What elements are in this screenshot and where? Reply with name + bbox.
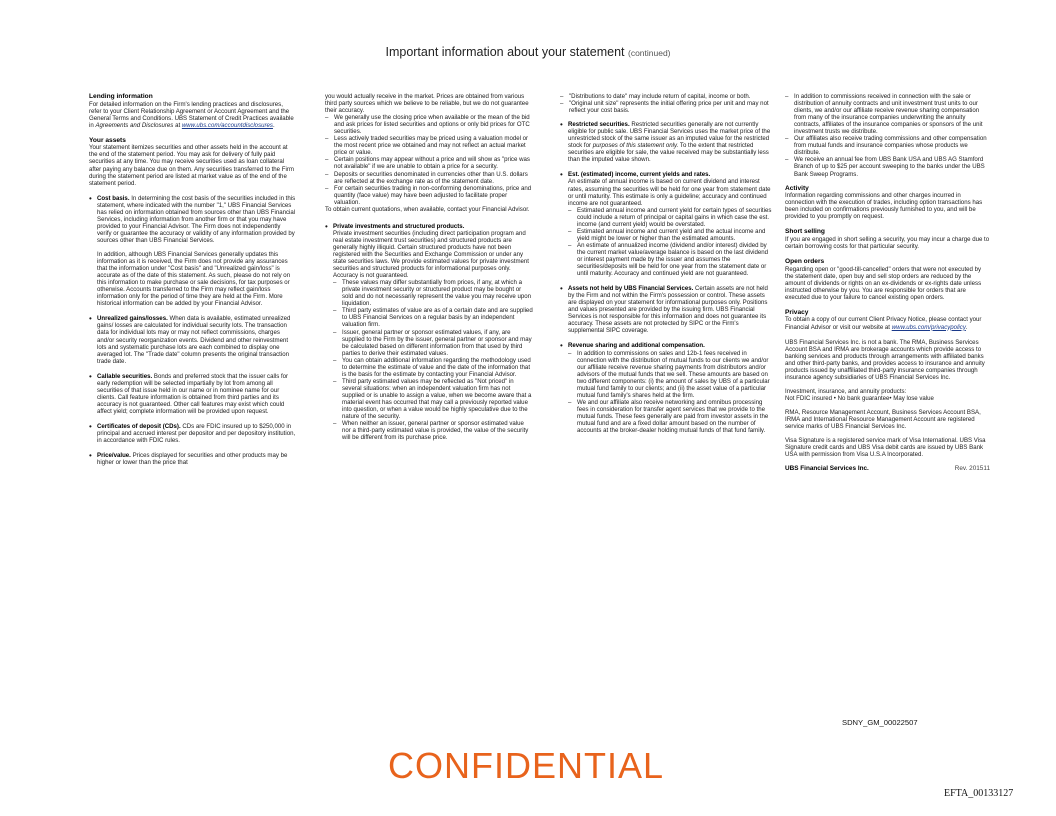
products-line-2: Not FDIC insured • No bank guarantee• May lose value	[785, 394, 934, 402]
heading-lending: Lending information	[89, 93, 153, 100]
heading-activity: Activity	[785, 184, 809, 192]
bullet-unrealized: • Unrealized gains/losses. When data is available, estimated unrealized gains/ losses are calculated for individual security lots. The transaction data for individual lots may or may not reflect commissions, charges and/or security reorganization events. Dividend and other reinvestment lots and systematic purchase lots are each combined to display one averaged lot. The "Trade date" column presents the original transaction trade date.	[89, 315, 296, 364]
bullet-price-value: • Price/value. Prices displayed for securities and other products may be higher or lower than the price that	[89, 452, 296, 466]
lending-body: For detailed information on the Firm's lending practices and disclosures, refer to your Client Relationship Agreement or Account Agreement and the General Terms and Conditions. UBS Statement of Credit Practices available in Agreements and Disclosures at www.ubs.com/accountdisclosures.	[89, 100, 294, 129]
dash-item: – In addition to commissions received in connection with the sale or distribution of annuity contracts and unit investment trust units to our clients, we and/or our affiliate receive revenue sharing compensation from many of the insurance companies underwriting the annuity contracts, affiliates of the insurance companies or sponsors of the unit investment trusts we distribute.	[785, 93, 990, 135]
dash-item: – Deposits or securities denominated in currencies other than U.S. dollars are reflected at the exchange rate as of the statement date.	[325, 171, 533, 185]
section-lending	[89, 93, 296, 129]
footer-revision: Rev. 201511	[954, 465, 990, 473]
column-3	[560, 93, 772, 442]
bullet-est-income: • Est. (estimated) income, current yields and rates. An estimate of annual income is based on current dividend and interest rates, assuming the securities will be held for one year from statement date or until maturity. This estimate is only a guideline; accuracy and continued income are not guaranteed. – Estimated annual income and current yield for certain types of securities could include a return of principal or capital gains in which case the est. income (and current yield) would be overstated. – Estimated annual income and current yield and the actual income and yield might be lower or higher than the estimated amounts. – An estimate of annualized income (dividend and/or interest) divided by the current market value/average balance is based on the last dividend or interest payment made by the issuer and assumes the securities/deposits will be held for one year from the statement date or until maturity. Accuracy and continued yield are not guaranteed.	[560, 171, 772, 277]
dash-item: – We receive an annual fee from UBS Bank USA and UBS AG Stamford Branch of up to $25 per account sweeping to the banks under the UBS Bank Sweep Programs.	[785, 156, 990, 177]
dash-item: – You can obtain additional information regarding the methodology used to determine the estimate of value and the date of the information that is the basis for the estimate by contacting your Financial Advisor.	[333, 357, 533, 378]
dash-item: – Issuer, general partner or sponsor estimated values, if any, are supplied to the Firm by the issuer, general partner or sponsor and may be calculated based on different information from that used by third parties to derive their estimated values.	[333, 329, 533, 357]
dash-item: – "Distributions to date" may include return of capital, income or both.	[560, 93, 772, 100]
visa-notice: Visa Signature is a registered service mark of Visa International. UBS Visa Signature credit cards and UBS Visa debit cards are issued by UBS Bank USA with permission from Visa U.S.A Incorporated.	[785, 437, 986, 459]
dash-item: – Third party estimated values may be reflected as "Not priced" in several situations: when an independent valuation firm has not supplied or is unable to assign a value, when we become aware that a material event has occurred that may call a previously reported value into question, or when a value would be highly speculative due to the nature of the security.	[333, 378, 533, 420]
heading-your-assets: Your assets	[89, 136, 126, 144]
short-selling-body: If you are engaged in short selling a security, you may incur a charge due to certain borrowing costs for that particular security.	[785, 235, 990, 250]
section-short-selling	[785, 228, 990, 250]
dash-item: – An estimate of annualized income (dividend and/or interest) divided by the current market value/average balance is based on the last dividend or interest payment made by the issuer and assumes the securities/deposits will be held for one year from the statement date or until maturity. Accuracy and continued yield are not guaranteed.	[568, 242, 772, 277]
private-body: Private investment securities (including direct participation program and real estate investment trust securities) and structured products are generally highly illiquid. Certain structured products have not been registered with the Securities and Exchange Commission or under any state securities laws. We provide estimated values for private investment securities and structured products for informational purposes only. Accuracy is not guaranteed.	[333, 229, 529, 280]
not-a-bank-notice: UBS Financial Services Inc. is not a bank. The RMA, Business Services Account BSA and IRMA are brokerage accounts which provide access to banking services and products through arrangements with affiliated banks and other third-party banks, and provides access to insurance and annuity products issued by unaffiliated third-party insurance companies through insurance agency subsidiaries of UBS Financial Services Inc.	[785, 338, 985, 381]
confidential-stamp: CONFIDENTIAL	[388, 745, 665, 786]
column-2	[325, 93, 533, 449]
open-orders-body: Regarding open or "good-till-cancelled" orders that were not executed by the statement date, open buy and sell stop orders are reduced by the amount of dividends or rights on an ex-dividends or ex-rights date unless instructed otherwise by you. You are responsible for orders that are executed due to your failure to cancel existing open orders.	[785, 265, 982, 301]
bullet-restricted: • Restricted securities. Restricted securities generally are not currently eligible for public sale. UBS Financial Services uses the market price of the unrestricted stock of the same issuer as an imputed value for the restricted stock for purposes of this statement only. To the extent that restricted securities are eligible for sale, the value received may be substantially less than the imputed value shown.	[560, 121, 772, 163]
products-line-1: Investment, insurance, and annuity products:	[785, 387, 907, 395]
title-text: Important information about your statement	[385, 45, 625, 59]
bullet-not-held: • Assets not held by UBS Financial Services. Certain assets are not held by the Firm and not within the Firm's possession or control. These assets are displayed on your statement for informational purposes only. Positions and values presented are provided by the issuing firm. UBS Financial Services is not responsible for this information and does not guarantee its accuracy. These assets are not protected by SIPC or the Firm's supplemental SIPC coverage.	[560, 285, 772, 334]
page-title	[0, 45, 1056, 59]
dash-item: – In addition to commissions on sales and 12b-1 fees received in connection with the distribution of mutual funds to our clients we and/or our affiliate receive revenue sharing payments from distributors and/or advisors of the mutual funds that we sell. These amounts are based on two different components: (i) the amount of sales by UBS of a particular mutual fund family to our clients; and (ii) the asset value of a particular mutual fund family's shares held at the firm.	[568, 350, 772, 399]
section-open-orders	[785, 258, 990, 301]
bullet-callable: • Callable securities. Bonds and preferred stock that the issuer calls for early redemption will be selected impartially by lot from among all securities of that issue held in our name or in nominee name for our clients. Call feature information is obtained from third parties and its accuracy is not guaranteed. Other call features may exist which could affect yield; complete information will be provided upon request.	[89, 373, 296, 415]
dash-item: – We generally use the closing price when available or the mean of the bid and ask prices for listed securities and options or only bid prices for OTC securities.	[325, 114, 533, 135]
section-activity	[785, 185, 990, 221]
price-dash-list	[325, 114, 533, 206]
dash-item: – For certain securities trading in non-conforming denominations, price and quantity (face value) may have been adjusted to facilitate proper valuation.	[325, 185, 533, 206]
dash-item: – These values may differ substantially from prices, if any, at which a private investment security or structured product may be bought or sold and do not necessarily represent the value you may receive upon liquidation.	[333, 279, 533, 307]
bullet-cost-basis: • Cost basis. In determining the cost basis of the securities included in this statement, where indicated with the number "1," UBS Financial Services has relied on information obtained from sources other than UBS Financial Services, including information from another firm or that you may have provided to your Financial Advisor. The Firm does not independently verify or guarantee the accuracy or validity of any information provided by sources other than UBS Financial Services. In addition, although UBS Financial Services generally updates this information as it is received, the Firm does not provide any assurances that the information under "Cost basis" and "Unrealized gain/loss" is accurate as of the date of this statement. As such, please do not rely on this information to make purchase or sale decisions, for tax purposes or otherwise. Accounts transferred to the Firm may reflect gain/loss information only for the period of time they are held at the Firm. More historical information can be added by your Financial Advisor.	[89, 195, 296, 308]
compensation-dash-list	[785, 93, 990, 178]
service-marks-notice: RMA, Resource Management Account, Business Services Account BSA, IRMA and International Resource Management Account are registered service marks of UBS Financial Services Inc.	[785, 408, 981, 431]
dash-item: – We and our affiliate also receive networking and omnibus processing fees in consideration for transfer agent services that we provide to the mutual funds. These fees generally are paid from investor assets in the mutual fund and are a fixed dollar amount based on the number of accounts at the broker-dealer holding mutual funds of that fund family.	[568, 399, 772, 434]
footer-line	[785, 465, 990, 472]
dash-item: – Estimated annual income and current yield and the actual income and yield might be lower or higher than the estimated amounts.	[568, 228, 772, 242]
cost-basis-para-2: In addition, although UBS Financial Services generally updates this information as it is received, the Firm does not provide any assurances that the information under "Cost basis" and "Unrealized gain/loss" is accurate as of the date of this statement. As such, please do not rely on this information to make purchase or sale decisions, for tax purposes or otherwise. Accounts transferred to the Firm may reflect gain/loss information only for the period of time they are held at the Firm. More historical information can be added by your Financial Advisor.	[97, 250, 291, 308]
dash-item: – Third party estimates of value are as of a certain date and are supplied to UBS Financial Services on a regular basis by an independent valuation firm.	[333, 307, 533, 328]
footer-company: UBS Financial Services Inc.	[785, 465, 869, 473]
dash-item: – When neither an issuer, general partner or sponsor estimated value nor a third-party estimated value is provided, the value of the security will be different from its purchase price.	[333, 420, 533, 441]
link-account-disclosures[interactable]: www.ubs.com/accountdisclosures	[181, 121, 273, 129]
heading-open-orders: Open orders	[785, 258, 825, 266]
heading-privacy: Privacy	[785, 308, 809, 316]
bullet-revenue-sharing: • Revenue sharing and additional compensation. – In addition to commissions on sales and 12b-1 fees received in connection with the distribution of mutual funds to our clients we and/or our affiliate receive revenue sharing payments from distributors and/or advisors of the mutual funds that we sell. These amounts are based on two different components: (i) the amount of sales by UBS of a particular mutual fund family to our clients; and (ii) the asset value of a particular mutual fund family's shares held at the firm. – We and our affiliate also receive networking and omnibus processing fees in consideration for transfer agent services that we provide to the mutual funds. These fees generally are paid from investor assets in the mutual fund and are a fixed dollar amount based on the number of accounts at the broker-dealer holding mutual funds of that fund family.	[560, 342, 772, 434]
price-intro: you would actually receive in the market. Prices are obtained from various third party sources which we believe to be reliable, but we do not guarantee their accuracy.	[325, 93, 529, 115]
efta-number: EFTA_00133127	[944, 788, 1014, 799]
dash-item: – Certain positions may appear without a price and will show as "price was not available" if we are unable to obtain a price for a security.	[325, 156, 533, 170]
heading-short-selling: Short selling	[785, 228, 825, 236]
bullet-private-investments: • Private investments and structured products. Private investment securities (including direct participation program and real estate investment trust securities) and structured products are generally highly illiquid. Certain structured products have not been registered with the Securities and Exchange Commission or under any state securities laws. We provide estimated values for private investment securities and structured products for informational purposes only. Accuracy is not guaranteed. – These values may differ substantially from prices, if any, at which a private investment security or structured product may be bought or sold and do not necessarily represent the value you may receive upon liquidation. – Third party estimates of value are as of a certain date and are supplied to UBS Financial Services on a regular basis by an independent valuation firm. – Issuer, general partner or sponsor estimated values, if any, are supplied to the Firm by the issuer, general partner or sponsor and may be calculated based on different information from that used by third parties to derive their estimated values. – You can obtain additional information regarding the methodology used to determine the estimate of value and the date of the information that is the basis for the estimate by contacting your Financial Advisor. – Third party estimated values may be reflected as "Not priced" in several situations: when an independent valuation firm has not supplied or is unable to assign a value, when we become aware that a material event has occurred that may call a previously reported value into question, or when a value would be highly speculative due to the nature of the security. – When neither an issuer, general partner or sponsor estimated value nor a third-party estimated value is provided, the value of the security will be different from its purchase price.	[325, 223, 533, 441]
dash-item: – "Original unit size" represents the initial offering price per unit and may not reflect your cost basis.	[560, 100, 772, 114]
title-suffix: (continued)	[627, 48, 671, 58]
dash-item: – Less actively traded securities may be priced using a valuation model or the most recent price we obtained and may not reflect an actual market price or value.	[325, 135, 533, 156]
est-income-body: An estimate of annual income is based on current dividend and interest rates, assuming the securities will be held for one year from statement date or until maturity. This estimate is only a guideline; accuracy and continued income are not guaranteed.	[568, 178, 771, 207]
activity-body: Information regarding commissions and other charges incurred in connection with the execution of trades, including option transactions has been included on confirmations previously furnished to you, and will be provided to you promptly on request.	[785, 192, 983, 221]
section-privacy	[785, 309, 990, 331]
quotes-note: To obtain current quotations, when available, contact your Financial Advisor.	[325, 205, 530, 213]
section-your-assets	[89, 137, 296, 187]
privacy-body: To obtain a copy of our current Client Privacy Notice, please contact your Financial Advisor or visit our website at www.ubs.com/privacypolicy.	[785, 316, 982, 331]
column-1	[89, 93, 296, 474]
dash-item: – Estimated annual income and current yield for certain types of securities could include a return of principal or capital gains in which case the est. income (and current yield) would be overstated.	[568, 207, 772, 228]
products-notice	[785, 388, 990, 402]
bates-number: SDNY_GM_00022507	[842, 718, 918, 727]
distribution-dash-list	[560, 93, 772, 114]
column-4	[785, 93, 990, 472]
assets-body: Your statement itemizes securities and other assets held in the account at the end of the statement period. You may ask for delivery of fully paid securities at any time. You may receive securities used as loan collateral after paying any balance due on them. Any securities transferred to the Firm during the statement period are listed at market value as of the end of the statement period.	[89, 144, 294, 187]
dash-item: – Our affiliates also receive trading commissions and other compensation from mutual funds and insurance companies whose products we distribute.	[785, 135, 990, 156]
bullet-cds: • Certificates of deposit (CDs). CDs are FDIC insured up to $250,000 in principal and accrued interest per depositor and per depository institution, in accordance with FDIC rules.	[89, 423, 296, 444]
link-privacy-policy[interactable]: www.ubs.com/privacypolicy	[891, 323, 966, 331]
